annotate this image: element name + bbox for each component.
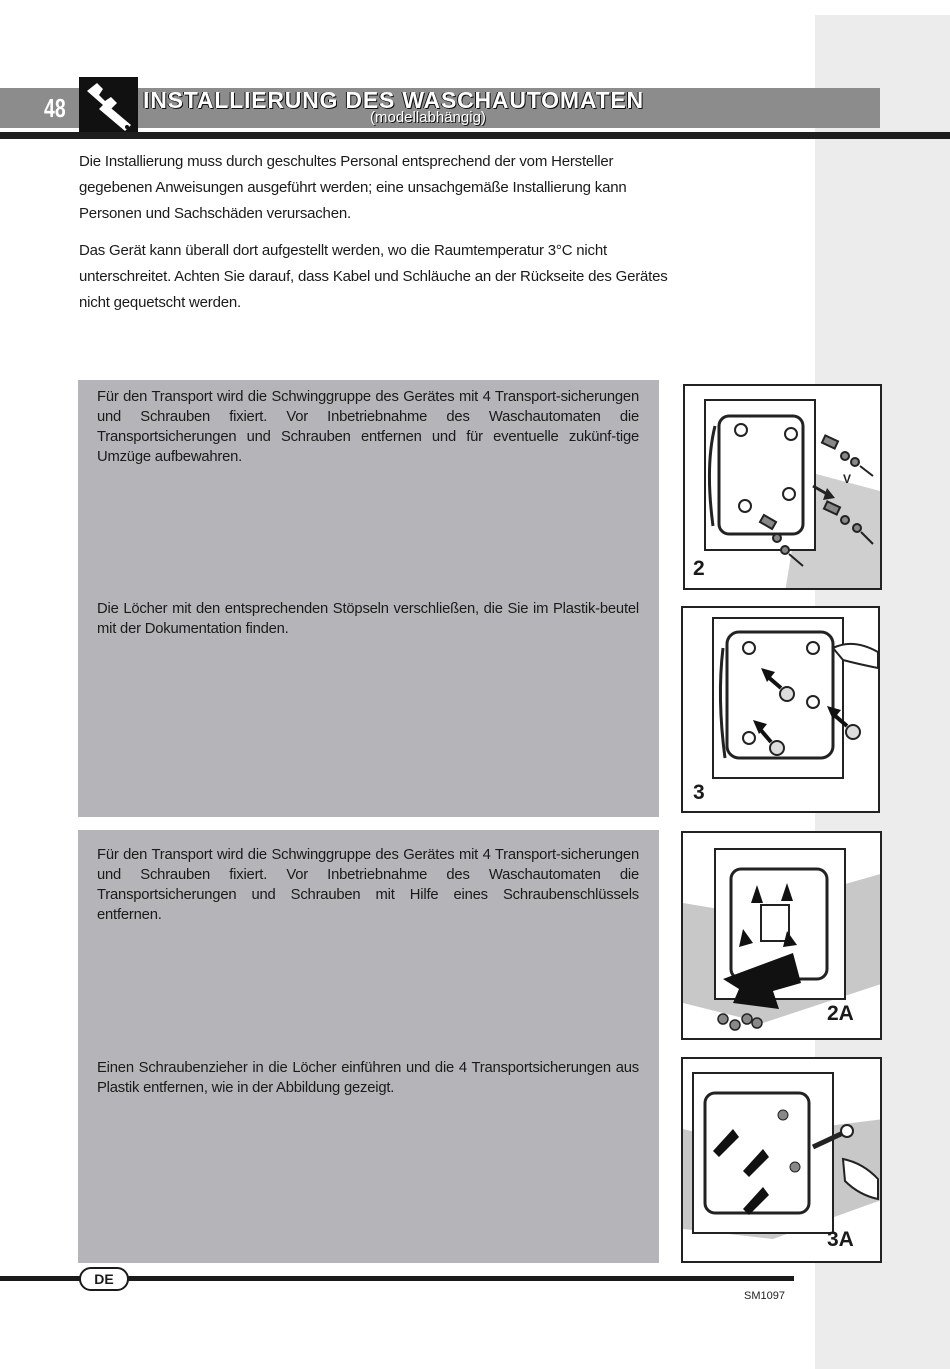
figure-2-label: 2 [693,557,705,580]
figure-2a-label: 2A [827,1002,854,1025]
language-badge: DE [79,1267,129,1291]
section2-text-b: Einen Schraubenzieher in die Löcher einführen und die 4 Transportsicherungen aus Plastik entfernen, wie in der Abbildung gezeigt. [97,1060,639,1096]
figure-2a-remove-bolts-wrench [681,831,882,1040]
figure-3a-remove-plastic-locks [681,1057,882,1263]
section1-text-b: Die Löcher mit den entsprechenden Stöpseln verschließen, die Sie im Plastik-beutel mit der Dokumentation finden. [97,601,639,637]
wrench-icon [79,77,138,133]
section1-text-a: Für den Transport wird die Schwinggruppe des Gerätes mit 4 Transport-sicherungen und Schrauben fixiert. Vor Inbetriebnahme des Waschautomaten die Transportsicherungen und Schrauben entfernen und für eventuelle zukünf-tige Umzüge aufbewahren. [97,389,639,465]
figure-2-marker: V [843,472,852,486]
page-number: 48 [44,93,66,123]
intro-paragraph-1: Die Installierung muss durch geschultes Personal entsprechend der vom Hersteller gegebenen Anweisungen ausgeführt werden; eine unsachgemäße Installierung kann Personen und Sachschäden verursachen. [79,153,627,222]
figure-3-label: 3 [693,781,705,804]
document-code: SM1097 [744,1290,785,1302]
figure-3a-label: 3A [827,1228,854,1251]
figure-3-insert-plugs [681,606,880,813]
page-subtitle: (modellabhängig) [370,109,486,126]
section2-text-a: Für den Transport wird die Schwinggruppe des Gerätes mit 4 Transport-sicherungen und Schrauben fixiert. Vor Inbetriebnahme des Waschautomaten die Transportsicherungen und Schrauben mit Hilfe eines Schraubenschlüssels entfernen. [97,847,639,923]
figure-2-remove-transport-bolts [683,384,882,590]
intro-paragraph-2: Das Gerät kann überall dort aufgestellt werden, wo die Raumtemperatur 3°C nicht unterschreitet. Achten Sie darauf, dass Kabel und Schläuche an der Rückseite des Gerätes nicht gequetscht werden. [79,242,668,311]
page-title: INSTALLIERUNG DES WASCHAUTOMATEN [143,87,644,113]
header-rule [0,132,950,139]
